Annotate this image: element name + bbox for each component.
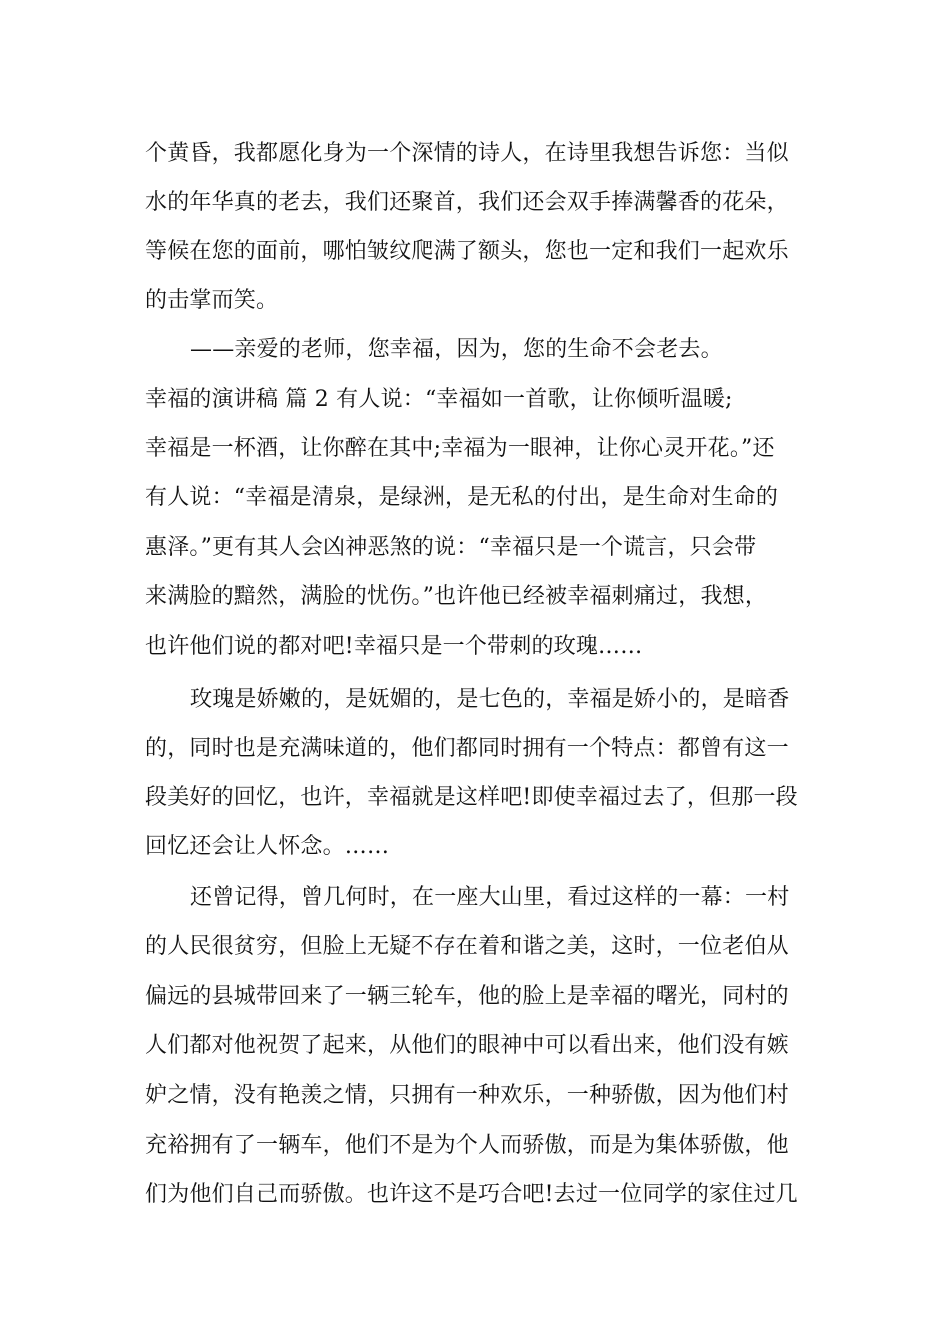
text-line: 人们都对他祝贺了起来，从他们的眼神中可以看出来，他们没有嫉	[145, 1033, 789, 1058]
text-line: 偏远的县城带回来了一辆三轮车，他的脸上是幸福的曙光，同村的	[145, 984, 789, 1009]
text-line: 幸福是一杯酒，让你醉在其中;幸福为一眼神，让你心灵开花。”还	[145, 436, 775, 461]
section-heading-line: 幸福的演讲稿 篇 2 有人说：“幸福如一首歌，让你倾听温暖;	[145, 387, 733, 412]
paragraph-start-line: 还曾记得，曾几何时，在一座大山里，看过这样的一幕：一村	[190, 885, 790, 910]
text-line: 惠泽。”更有其人会凶神恶煞的说：“幸福只是一个谎言，只会带	[145, 535, 757, 560]
text-line: 段美好的回忆，也许，幸福就是这样吧!即使幸福过去了，但那一段	[145, 785, 798, 810]
text-line: 有人说：“幸福是清泉，是绿洲，是无私的付出，是生命对生命的	[145, 485, 779, 510]
closing-line: ——亲爱的老师，您幸福，因为，您的生命不会老去。	[190, 337, 723, 362]
text-line: 回忆还会让人怀念。……	[145, 834, 390, 859]
text-line: 等候在您的面前，哪怕皱纹爬满了额头，您也一定和我们一起欢乐	[145, 239, 789, 264]
text-line: 的人民很贫穷，但脸上无疑不存在着和谐之美，这时，一位老伯从	[145, 934, 789, 959]
text-line: 充裕拥有了一辆车，他们不是为个人而骄傲，而是为集体骄傲，他	[145, 1133, 789, 1158]
text-line: 妒之情，没有艳羡之情，只拥有一种欢乐，一种骄傲，因为他们村	[145, 1083, 789, 1108]
text-line: 水的年华真的老去，我们还聚首，我们还会双手捧满馨香的花朵，	[145, 190, 789, 215]
text-line: 也许他们说的都对吧!幸福只是一个带刺的玫瑰……	[145, 634, 643, 659]
text-line: 们为他们自己而骄傲。也许这不是巧合吧!去过一位同学的家住过几	[145, 1182, 798, 1207]
text-line: 的击掌而笑。	[145, 288, 279, 313]
text-line: 的，同时也是充满味道的，他们都同时拥有一个特点：都曾有这一	[145, 736, 789, 761]
text-line: 个黄昏，我都愿化身为一个深情的诗人，在诗里我想告诉您：当似	[145, 141, 789, 166]
paragraph-start-line: 玫瑰是娇嫩的，是妩媚的，是七色的，幸福是娇小的，是暗香	[190, 687, 790, 712]
text-line: 来满脸的黯然，满脸的忧伤。”也许他已经被幸福刺痛过，我想，	[145, 584, 768, 609]
